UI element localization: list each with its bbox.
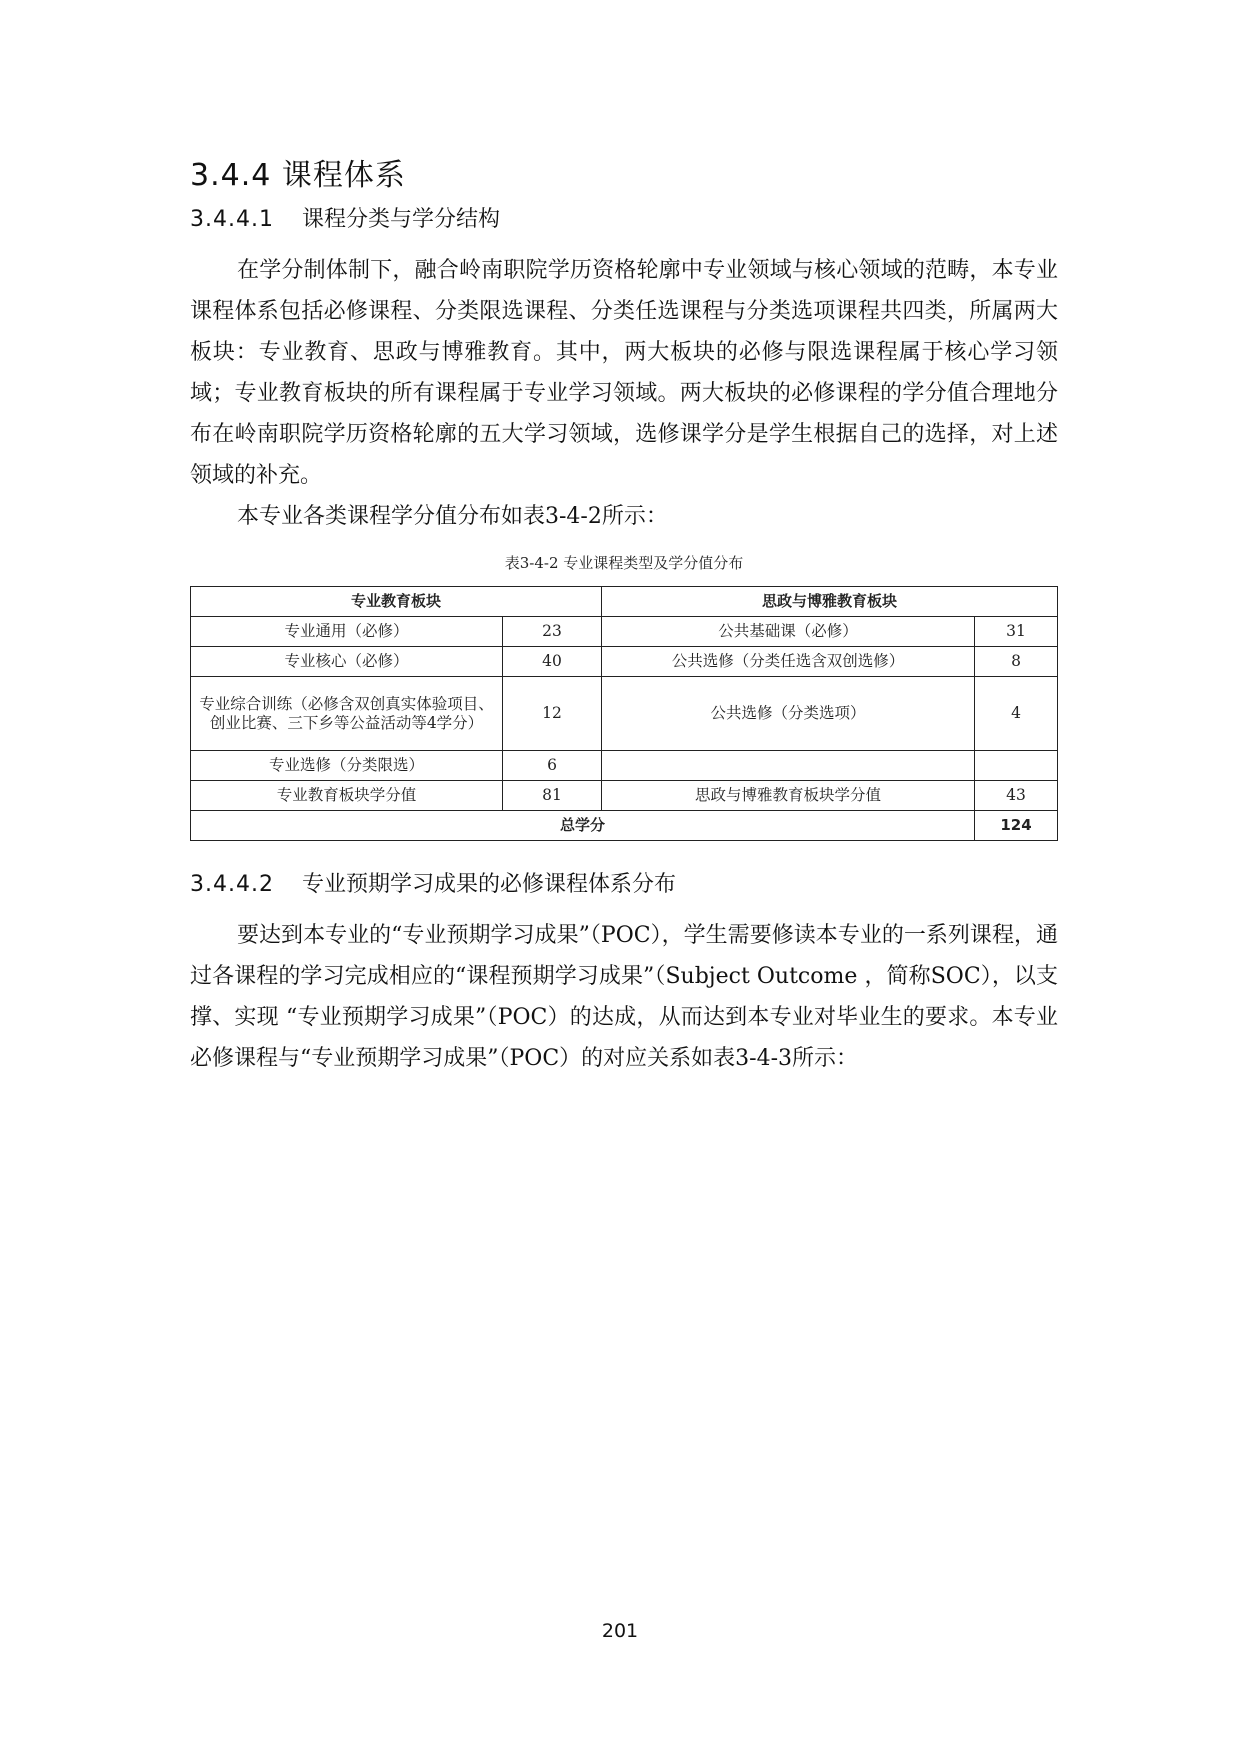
cell: 专业综合训练（必修含双创真实体验项目、创业比赛、三下乡等公益活动等4学分） xyxy=(191,677,503,751)
table-row xyxy=(191,751,1058,781)
cell: 40 xyxy=(503,647,602,677)
header-professional: 专业教育板块 xyxy=(191,587,602,617)
subsection-number: 3.4.4.1 xyxy=(190,207,274,232)
table-row xyxy=(191,647,1058,677)
subsection-number: 3.4.4.2 xyxy=(190,872,274,897)
cell: 专业通用（必修） xyxy=(191,617,503,647)
table-row xyxy=(191,617,1058,647)
table-total-row xyxy=(191,811,1058,841)
total-label: 总学分 xyxy=(191,811,975,841)
header-ideological: 思政与博雅教育板块 xyxy=(602,587,1058,617)
paragraph-table-ref: 本专业各类课程学分值分布如表3-4-2所示： xyxy=(237,504,668,529)
subsection-title: 专业预期学习成果的必修课程体系分布 xyxy=(302,872,677,897)
cell: 公共选修（分类任选含双创选修） xyxy=(602,647,975,677)
cell: 专业教育板块学分值 xyxy=(191,781,503,811)
cell: 4 xyxy=(975,677,1058,751)
cell: 公共基础课（必修） xyxy=(602,617,975,647)
paragraph-intro: 在学分制体制下，融合岭南职院学历资格轮廓中专业领域与核心领域的范畴，本专业课程体系包括必修课程、分类限选课程、分类任选课程与分类选项课程共四类，所属两大板块：专业教育、思政与博雅教育。其中，两大板块的必修与限选课程属于核心学习领域；专业教育板块的所有课程属于专业学习领域。两大板块的必修课程的学分值合理地分布在岭南职院学历资格轮廓的五大学习领域，选修课学分是学生根据自己的选择，对上述领域的补充。 xyxy=(190,258,1058,488)
subsection-heading-1 xyxy=(190,202,500,233)
cell: 8 xyxy=(975,647,1058,677)
cell xyxy=(975,751,1058,781)
total-value: 124 xyxy=(975,811,1058,841)
cell: 31 xyxy=(975,617,1058,647)
table-row xyxy=(191,781,1058,811)
cell: 43 xyxy=(975,781,1058,811)
table-header-row xyxy=(191,587,1058,617)
cell: 23 xyxy=(503,617,602,647)
cell: 12 xyxy=(503,677,602,751)
subsection-heading-2 xyxy=(190,867,676,898)
credit-distribution-table xyxy=(190,586,1058,841)
subsection-title: 课程分类与学分结构 xyxy=(302,207,501,232)
table-row xyxy=(191,677,1058,751)
cell xyxy=(602,751,975,781)
page-number: 201 xyxy=(601,1620,639,1642)
cell: 专业选修（分类限选） xyxy=(191,751,503,781)
cell: 6 xyxy=(503,751,602,781)
cell: 专业核心（必修） xyxy=(191,647,503,677)
paragraph-poc: 要达到本专业的“专业预期学习成果”（POC），学生需要修读本专业的一系列课程，通过各课程的学习完成相应的“课程预期学习成果”（Subject Outcome ，简称SOC），以支撑、实现 “专业预期学习成果”（POC）的达成，从而达到本专业对毕业生的要求。本专业必修课程与“专业预期学习成果”（POC）的对应关系如表3-4-3所示： xyxy=(190,923,1058,1071)
section-heading: 3.4.4 课程体系 xyxy=(190,158,406,193)
cell: 公共选修（分类选项） xyxy=(602,677,975,751)
cell: 81 xyxy=(503,781,602,811)
cell: 思政与博雅教育板块学分值 xyxy=(602,781,975,811)
table-caption: 表3-4-2 专业课程类型及学分值分布 xyxy=(504,554,744,572)
